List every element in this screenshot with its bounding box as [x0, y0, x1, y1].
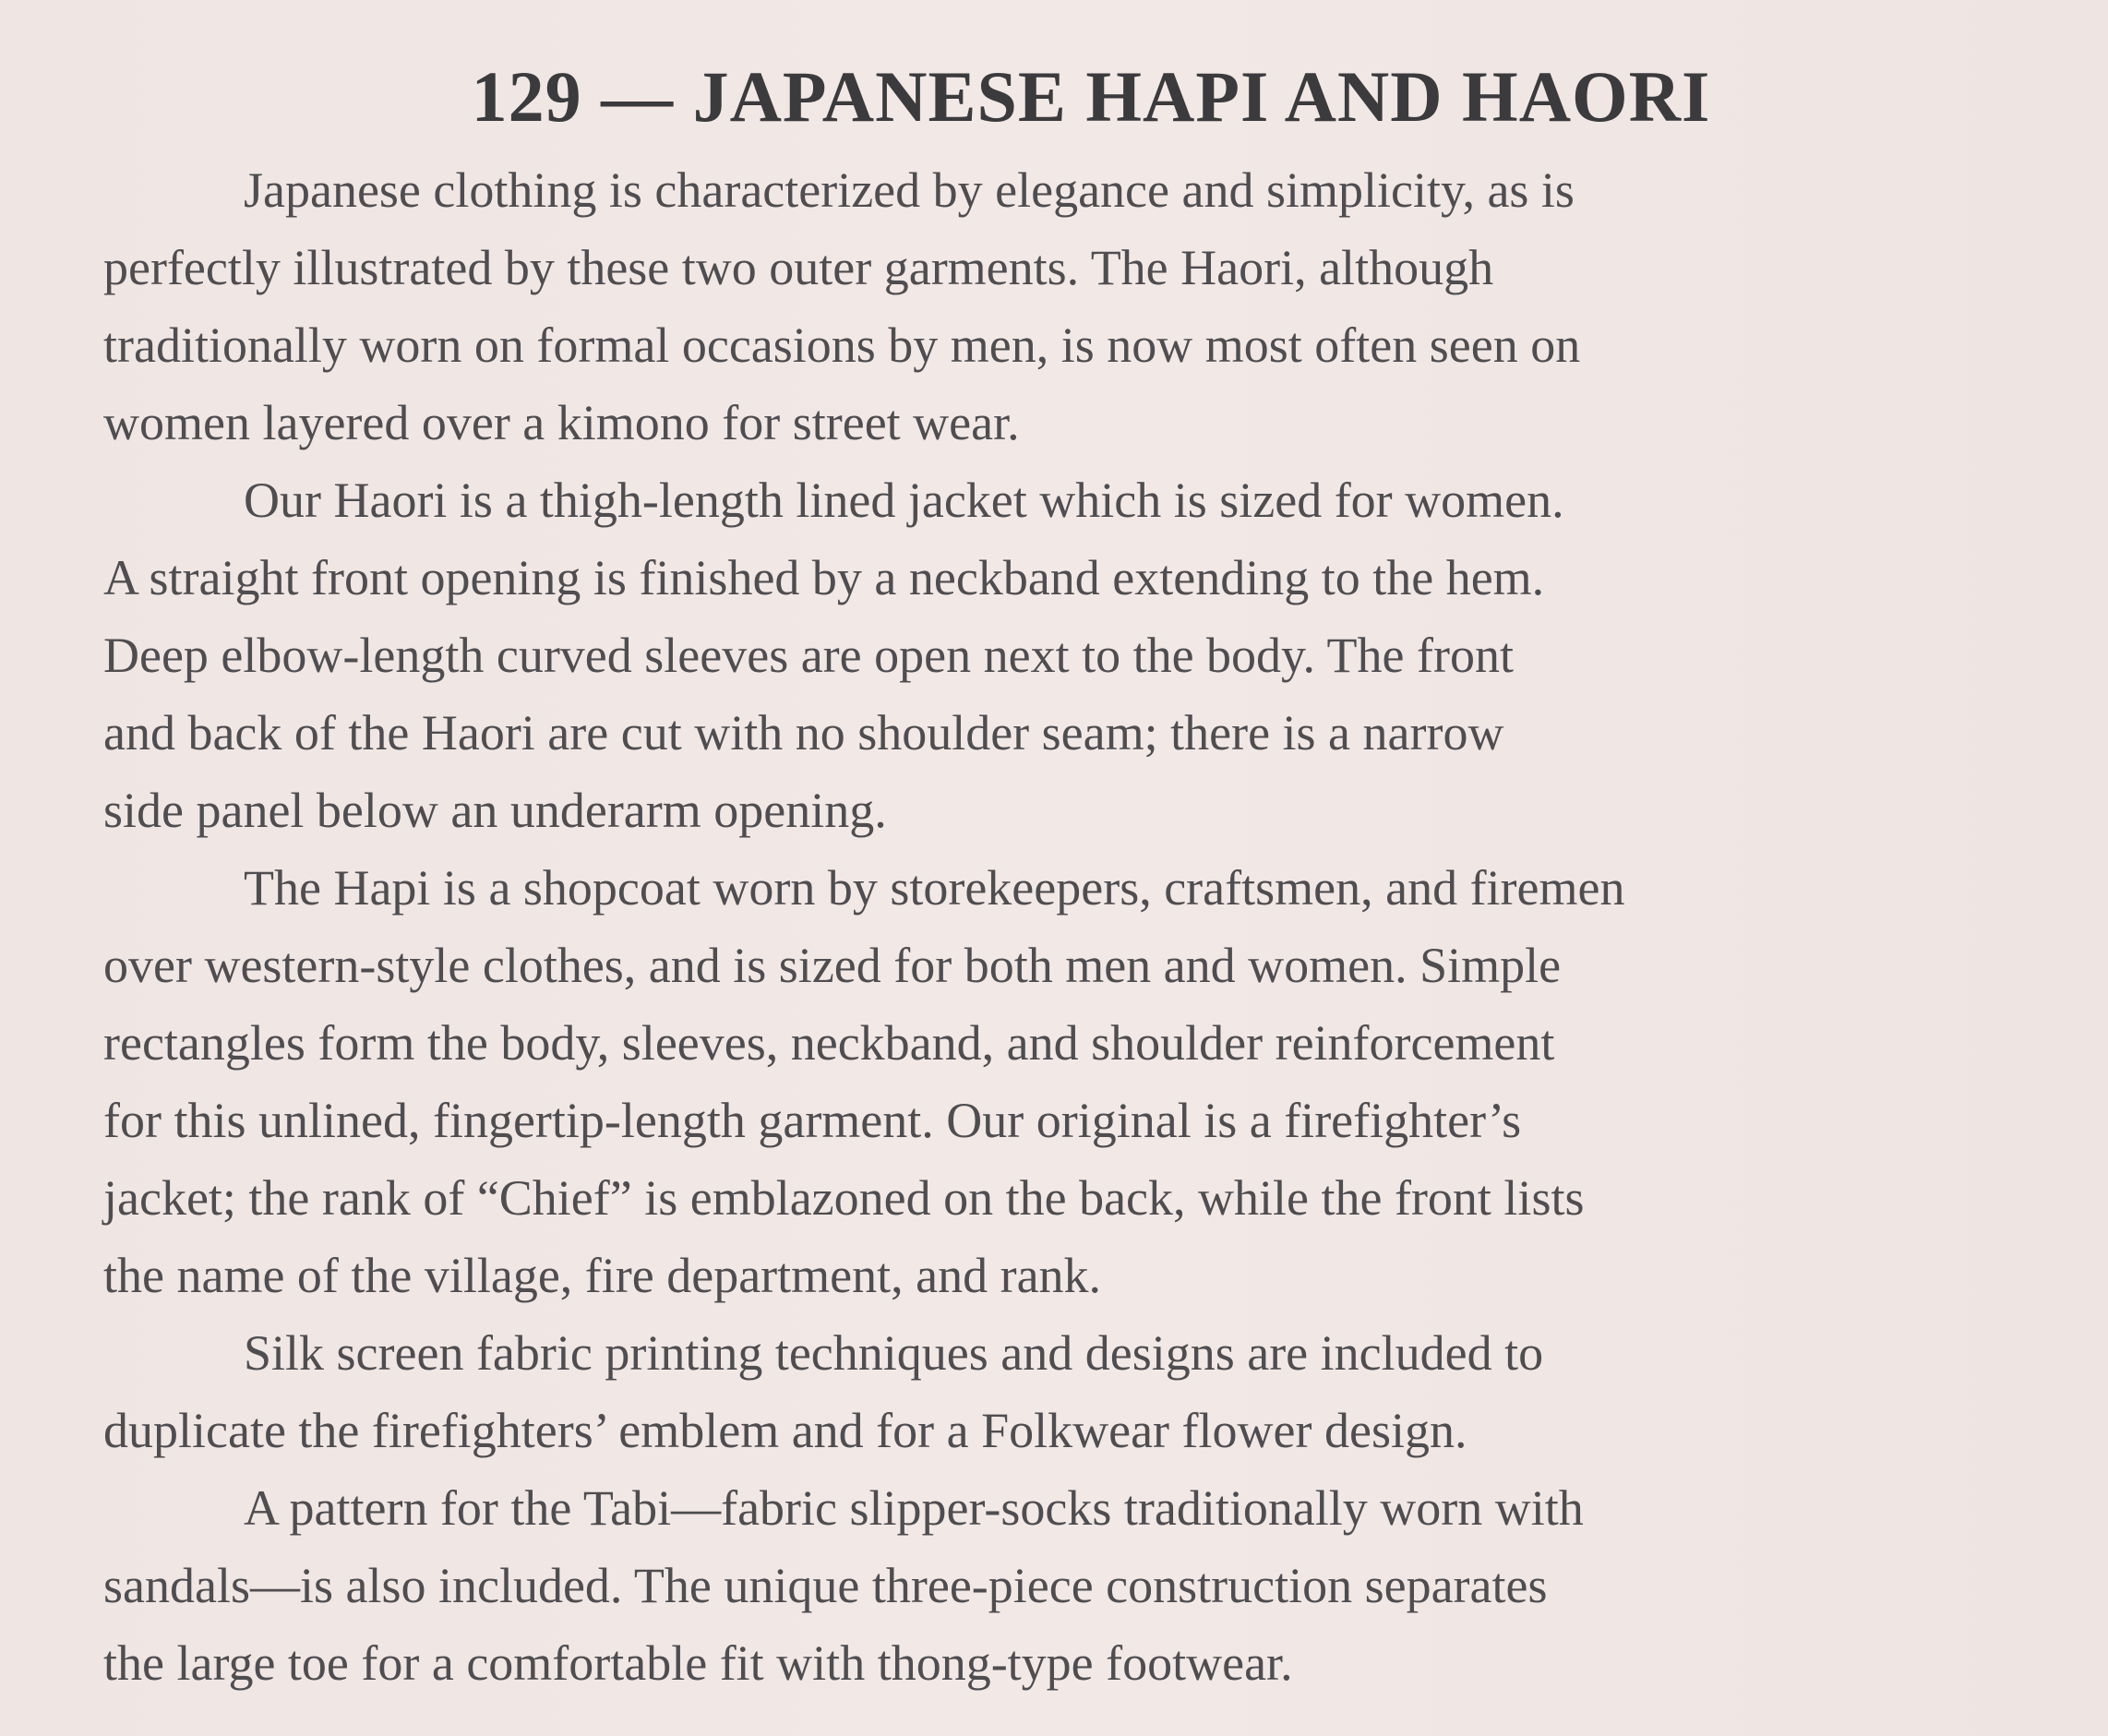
paragraph-hapi — [103, 849, 2051, 1314]
text-line: Silk screen fabric printing techniques and designs are included to — [244, 1325, 1544, 1381]
text-line: jacket; the rank of “Chief” is emblazoned on the back, while the front lists — [103, 1170, 1585, 1226]
body-text — [103, 151, 2051, 1702]
text-line: A pattern for the Tabi—fabric slipper-socks traditionally worn with — [244, 1480, 1584, 1536]
text-line: Our Haori is a thigh-length lined jacket which is sized for women. — [244, 473, 1564, 528]
text-line: A straight front opening is finished by a neckband extending to the hem. — [103, 550, 1545, 605]
paragraph-intro — [103, 151, 2051, 461]
paragraph-haori — [103, 461, 2051, 849]
text-line: side panel below an underarm opening. — [103, 783, 887, 838]
text-line: the large toe for a comfortable fit with thong-type footwear. — [103, 1635, 1293, 1691]
text-line: and back of the Haori are cut with no shoulder seam; there is a narrow — [103, 705, 1504, 760]
text-line: sandals—is also included. The unique three-piece construction separates — [103, 1558, 1548, 1613]
paragraph-silk-screen — [103, 1314, 2051, 1469]
text-line: for this unlined, fingertip-length garment. Our original is a firefighter’s — [103, 1093, 1522, 1148]
text-line: traditionally worn on formal occasions by men, is now most often seen on — [103, 317, 1581, 373]
text-line: perfectly illustrated by these two outer garments. The Haori, although — [103, 240, 1494, 295]
text-line: women layered over a kimono for street wear. — [103, 395, 1020, 450]
page-title: 129 — JAPANESE HAPI AND HAORI — [471, 56, 1711, 137]
text-line: over western-style clothes, and is sized for both men and women. Simple — [103, 938, 1562, 993]
text-line: Japanese clothing is characterized by elegance and simplicity, as is — [244, 162, 1575, 218]
text-line: duplicate the firefighters’ emblem and for a Folkwear flower design. — [103, 1403, 1467, 1458]
text-line: The Hapi is a shopcoat worn by storekeepers, craftsmen, and firemen — [244, 860, 1625, 916]
text-line: rectangles form the body, sleeves, neckband, and shoulder reinforcement — [103, 1015, 1555, 1071]
paragraph-tabi — [103, 1469, 2051, 1702]
text-line: the name of the village, fire department, and rank. — [103, 1248, 1102, 1303]
text-line: Deep elbow-length curved sleeves are open next to the body. The front — [103, 628, 1514, 683]
